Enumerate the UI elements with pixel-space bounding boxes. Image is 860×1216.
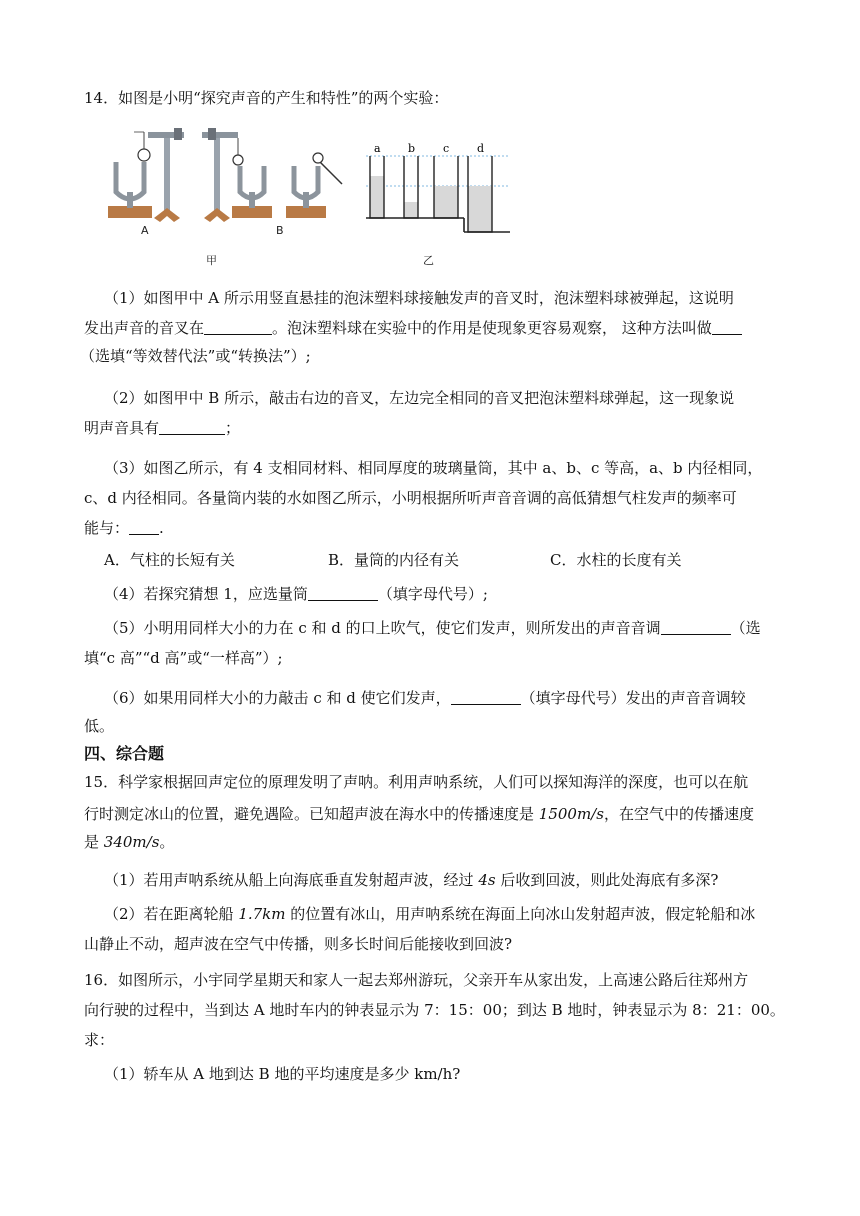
mallet [318,160,342,184]
cyl-label-b: b [408,142,416,155]
q14-p1-line3: （选填“等效替代法”或“转换法”）; [80,347,311,365]
section-heading: 四、综合题 [84,744,165,763]
cyl-label-d: d [477,142,485,155]
caption-jia: 甲 [206,254,217,267]
q15-line2: 行时测定冰山的位置，避免遇险。已知超声波在海水中的传播速度是 1500m/s，在空气中的传播速度 [84,805,754,823]
q15-p2-line1: （2）若在距离轮船 1.7km 的位置有冰山，用声呐系统在海面上向冰山发射超声波，假定轮船和冰 [104,905,756,923]
stand-a [164,132,170,214]
q15-line3: 是 340m/s。 [84,833,175,851]
label-a: A [141,224,149,237]
answer-blank[interactable] [159,419,225,435]
q15-p2-line2: 山静止不动，超声波在空气中传播，则多长时间后能接收到回波? [84,935,513,953]
foam-ball-b [233,155,243,165]
figure-jia-tuning-forks [104,122,354,240]
option-b: B．量筒的内径有关 [328,551,460,569]
answer-blank[interactable] [661,619,731,635]
q15-p1: （1）若用声呐系统从船上向海底垂直发射超声波，经过 4s 后收到回波，则此处海底有多深? [104,871,719,889]
q15-line1: 15．科学家根据回声定位的原理发明了声呐。利用声呐系统，人们可以探知海洋的深度，也可以在航 [84,773,749,791]
q14-p4: （4）若探究猜想 1，应选量筒 （填字母代号）; [104,585,488,603]
answer-blank[interactable] [204,319,272,335]
q16-p1: （1）轿车从 A 地到达 B 地的平均速度是多少 km/h? [104,1065,461,1083]
answer-blank[interactable] [129,519,159,535]
q14-stem: 14．如图是小明“探究声音的产生和特性”的两个实验： [84,89,449,107]
cylinder-b [404,156,418,218]
cylinder-c [434,156,458,218]
cyl-label-c: c [443,142,450,155]
option-c: C．水柱的长度有关 [550,551,682,569]
q16-line2: 向行驶的过程中，当到达 A 地时车内的钟表显示为 7：15：00；到达 B 地时，钟表显示为 8：21：00。 [84,1001,785,1019]
answer-blank[interactable] [451,689,521,705]
cylinder-d [468,156,492,232]
q14-p5-line2: 填“c 高”“d 高”或“一样高”）; [84,649,283,667]
q14-p3-line1: （3）如图乙所示，有 4 支相同材料、相同厚度的玻璃量筒，其中 a、b、c 等高，a、b 内径相同， [104,459,763,477]
figure-yi-cylinders [364,142,514,240]
q16-line3: 求： [84,1031,115,1049]
q14-p2-line2: 明声音具有 ； [84,419,241,437]
stand-b [214,132,220,214]
answer-blank[interactable] [308,585,378,601]
q14-p1-line2: 发出声音的音叉在 。泡沫塑料球在实验中的作用是使现象更容易观察， 这种方法叫做 [84,318,784,338]
answer-blank[interactable] [712,319,742,335]
cylinder-a [370,156,384,218]
caption-yi: 乙 [423,254,434,267]
label-b: B [276,224,284,237]
q14-p3-line3: 能与： . [84,519,164,537]
cyl-label-a: a [374,142,381,155]
q14-p3-line2: c、d 内径相同。各量筒内装的水如图乙所示，小明根据所听声音音调的高低猜想气柱发声的频率可 [84,489,737,507]
q14-p1-line1: （1）如图甲中 A 所示用竖直悬挂的泡沫塑料球接触发声的音叉时，泡沫塑料球被弹起，这说明 [104,289,734,307]
q14-p5-line1: （5）小明用同样大小的力在 c 和 d 的口上吹气，使它们发声，则所发出的声音音调 （选 [104,619,761,637]
foam-ball-a [138,149,150,161]
q14-p6-line2: 低。 [84,717,115,735]
option-a: A．气柱的长短有关 [104,551,235,569]
q14-p2-line1: （2）如图甲中 B 所示，敲击右边的音叉，左边完全相同的音叉把泡沫塑料球弹起，这一现象说 [104,389,735,407]
q16-line1: 16．如图所示，小宇同学星期天和家人一起去郑州游玩，父亲开车从家出发，上高速公路后往郑州方 [84,971,749,989]
q14-p6-line1: （6）如果用同样大小的力敲击 c 和 d 使它们发声， （填字母代号）发出的声音音调较 [104,689,746,707]
